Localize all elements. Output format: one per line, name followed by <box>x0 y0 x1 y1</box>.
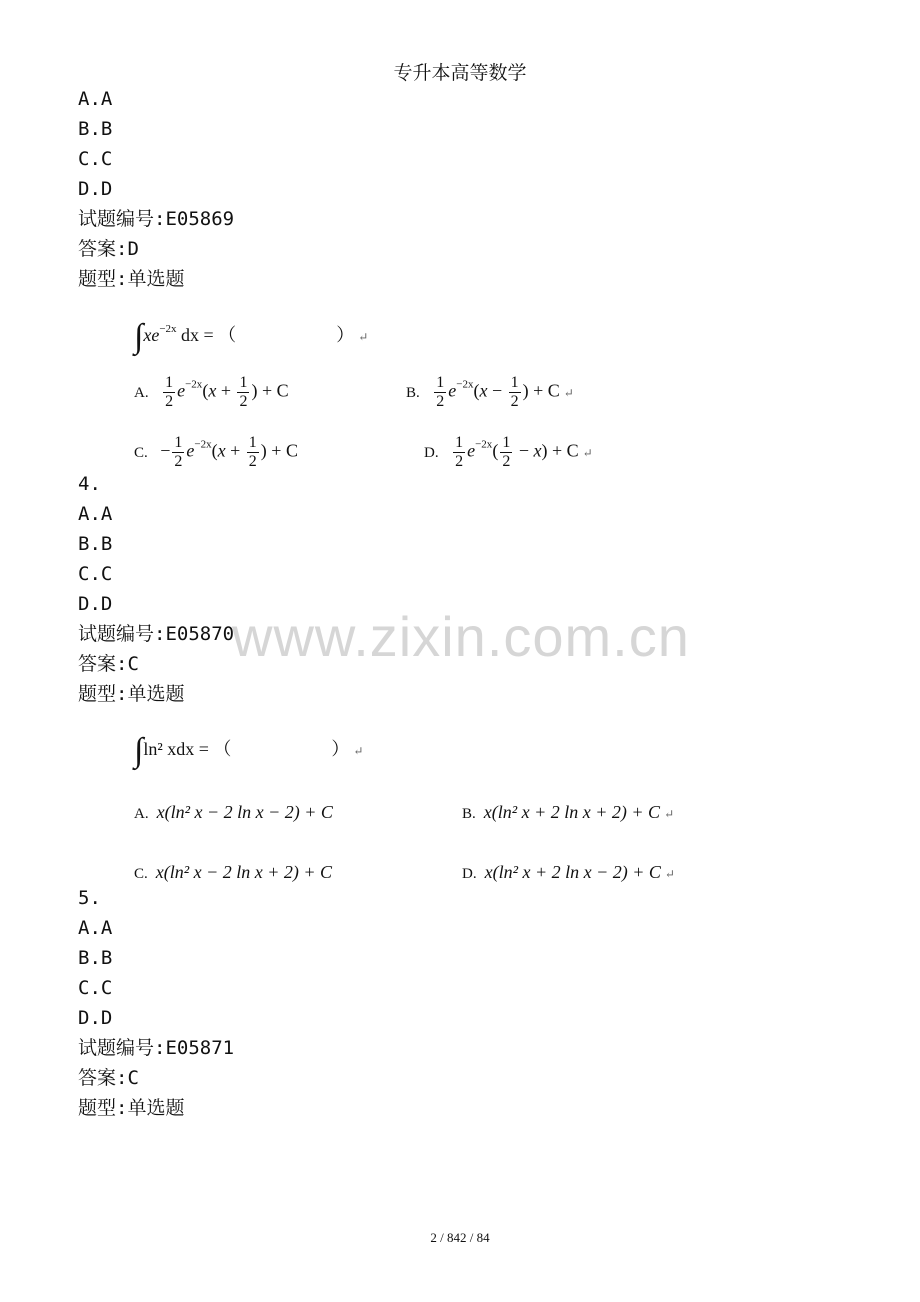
question-number: 5. <box>78 887 101 909</box>
question-5-stem: ∫ln² xdx = （ ） ↵ <box>134 732 364 769</box>
option-b-expression: B. $\frac{1}{2}$ $e^{-2x}(x$ − $\frac{1}{2}$ ) + C ↵ <box>406 374 574 410</box>
answer: 答案:C <box>78 1067 139 1089</box>
option-a-expression: A. x(ln² x − 2 ln x − 2) + C <box>134 802 333 822</box>
question-type: 题型:单选题 <box>78 683 185 705</box>
option-a-expression: A. $\frac{1}{2}$ $e^{-2x}(x$ + $\frac{1}{2}$ ) + C <box>134 374 289 410</box>
option-d: D.D <box>78 1007 113 1029</box>
answer: 答案:D <box>78 238 139 260</box>
question-id: 试题编号:E05869 <box>78 208 235 230</box>
question-5 <box>78 883 234 1123</box>
option-d-expression: D. x(ln² x + 2 ln x − 2) + C ↵ <box>462 862 675 882</box>
page-footer-number: 2 / 842 / 84 <box>430 1230 490 1245</box>
answer: 答案:C <box>78 653 139 675</box>
question-4 <box>78 469 234 709</box>
option-a: A.A <box>78 503 113 525</box>
option-a: A.A <box>78 917 113 939</box>
option-c: C.C <box>78 977 113 999</box>
option-c: C.C <box>78 563 113 585</box>
option-b: B.B <box>78 118 113 140</box>
option-a: A.A <box>78 88 113 110</box>
question-3-tail <box>78 84 234 294</box>
page-header-title: 专升本高等数学 <box>393 62 527 84</box>
option-d: D.D <box>78 178 113 200</box>
question-5-figure <box>134 732 734 892</box>
option-b-expression: B. x(ln² x + 2 ln x + 2) + C ↵ <box>462 802 675 822</box>
question-4-figure <box>134 318 734 488</box>
question-type: 题型:单选题 <box>78 268 185 290</box>
option-b: B.B <box>78 533 113 555</box>
option-d-expression: D. $\frac{1}{2}$ $e^{-2x}$( $\frac{1}{2}$ − x) + C ↵ <box>424 434 593 470</box>
option-c-expression: C. − $\frac{1}{2}$ $e^{-2x}(x$ + $\frac{1}{2}$ ) + C <box>134 434 298 470</box>
question-4-stem: $\int xe^{-2x}$ dx = （ ） ↵ <box>134 318 369 355</box>
question-id: 试题编号:E05870 <box>78 623 235 645</box>
question-id: 试题编号:E05871 <box>78 1037 235 1059</box>
option-c-expression: C. x(ln² x − 2 ln x + 2) + C <box>134 862 333 882</box>
question-number: 4. <box>78 473 101 495</box>
option-c: C.C <box>78 148 113 170</box>
watermark: www.zixin.com.cn <box>232 605 690 668</box>
option-d: D.D <box>78 593 113 615</box>
question-type: 题型:单选题 <box>78 1097 185 1119</box>
option-b: B.B <box>78 947 113 969</box>
